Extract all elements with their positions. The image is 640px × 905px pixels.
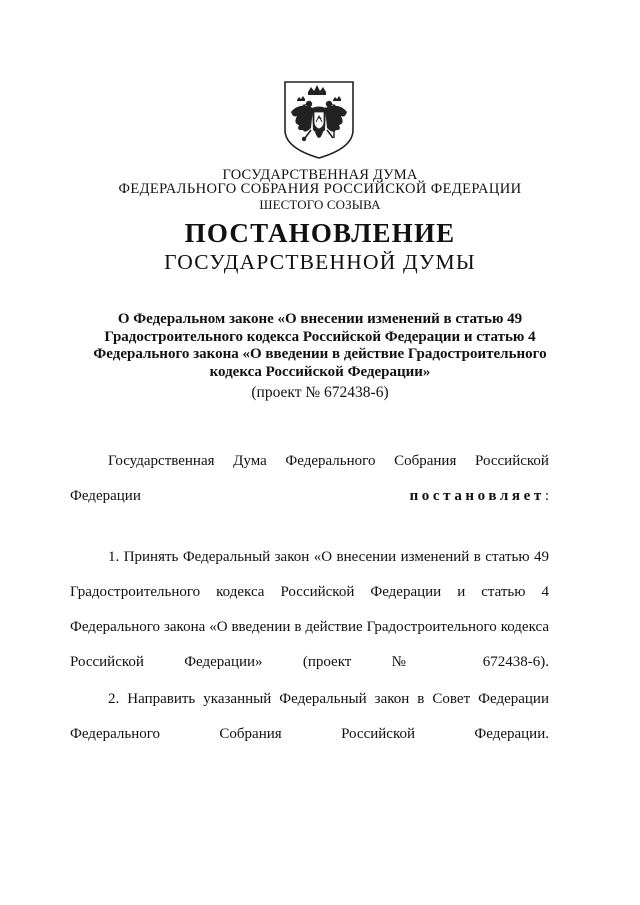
- item-1-word: Российской: [280, 584, 355, 600]
- item-1-word: и: [457, 584, 466, 600]
- org-line-state-duma: ГОСУДАРСТВЕННАЯ ДУМА: [222, 167, 418, 183]
- item-2-paragraph: [70, 682, 549, 752]
- item-2-line: Федерального Собрания Российской Федерации.: [70, 726, 549, 742]
- preamble-paragraph: [70, 444, 549, 514]
- item-1-paragraph: [70, 540, 549, 680]
- item-1-word: Градостроительного: [70, 584, 201, 600]
- law-title-line: кодекса Российской Федерации»: [209, 363, 431, 380]
- preamble-word: Государственная: [108, 453, 215, 469]
- law-title-line: Градостроительного кодекса Российской Федерации и статью 4: [104, 328, 536, 345]
- org-line-convocation: ШЕСТОГО СОЗЫВА: [259, 197, 381, 212]
- coat-of-arms-icon: [279, 78, 359, 160]
- item-1-line: 1. Принять Федеральный закон «О внесении изменений в статью 49: [108, 549, 549, 565]
- preamble-word: Дума: [233, 453, 267, 469]
- law-title-block: [80, 311, 560, 381]
- preamble-line: [70, 444, 549, 479]
- item-1-line: Федерального закона «О введении в действие Градостроительного кодекса: [70, 619, 549, 635]
- item-1-word: 4: [541, 584, 549, 600]
- preamble-word: Собрания: [394, 453, 457, 469]
- preamble-word: Российской: [475, 453, 549, 469]
- item-1-word: статью: [481, 584, 526, 600]
- decree-colon: :: [544, 488, 550, 504]
- item-2-line: 2. Направить указанный Федеральный закон в Совет Федерации: [108, 691, 549, 707]
- decree-word: постановляет: [409, 488, 545, 504]
- document-title: ПОСТАНОВЛЕНИЕ: [184, 218, 456, 248]
- org-line-federal-assembly: ФЕДЕРАЛЬНОГО СОБРАНИЯ РОССИЙСКОЙ ФЕДЕРАЦИИ: [118, 181, 522, 197]
- item-1-word: Федерации: [370, 584, 442, 600]
- document-subtitle: ГОСУДАРСТВЕННОЙ ДУМЫ: [164, 250, 476, 274]
- preamble-word: Федерального: [285, 453, 376, 469]
- item-1-word: кодекса: [216, 584, 265, 600]
- project-number: (проект № 672438-6): [251, 384, 389, 401]
- law-title-line: О Федеральном законе «О внесении изменений в статью 49: [117, 311, 523, 327]
- item-1-line: [70, 575, 549, 610]
- item-1-line: Российской Федерации» (проект № 672438-6).: [70, 654, 549, 670]
- preamble-line: [70, 479, 549, 514]
- law-title-line: Федерального закона «О введении в действие Градостроительного: [93, 346, 547, 362]
- preamble-word: Федерации: [70, 488, 141, 504]
